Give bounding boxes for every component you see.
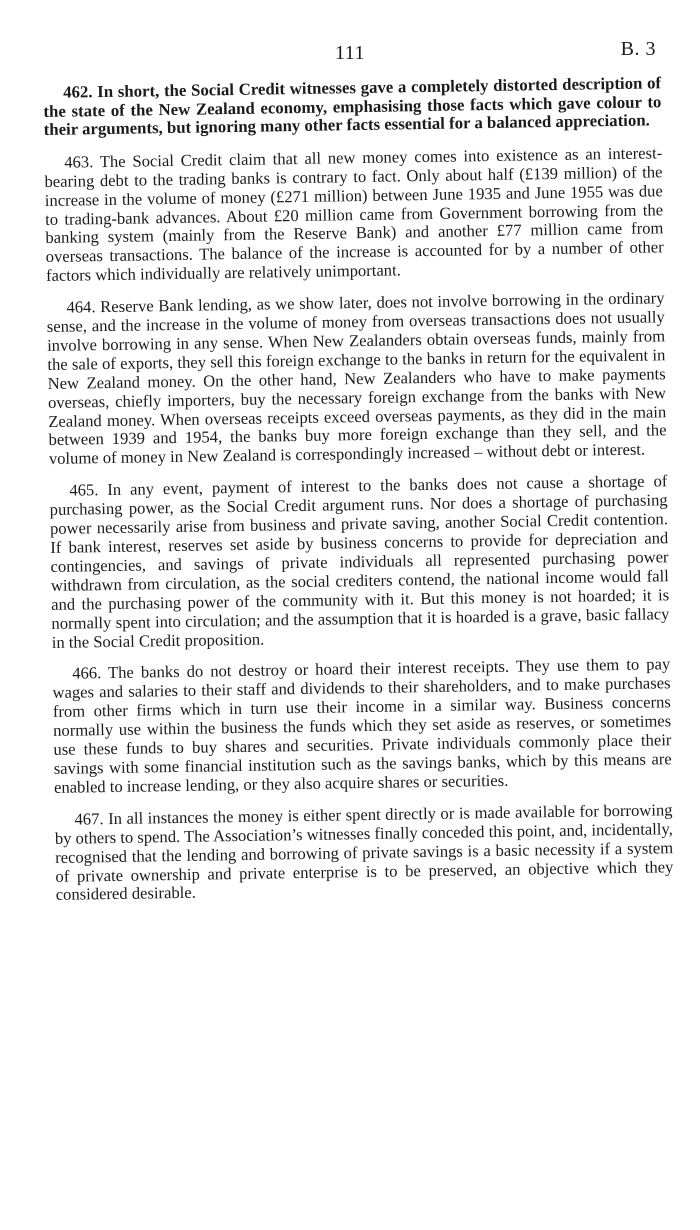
paragraph-462: 462. In short, the Social Credit witnesses gave a completely distorted description of the state of the New Zealand economy, emphasising those facts which gave colour to their arguments, but ignoring many other facts essential for a balanced appreciation.	[43, 73, 662, 140]
document-reference: B. 3	[620, 38, 656, 60]
paragraph-467: 467. In all instances the money is either spent directly or is made available for borrowing by others to spend. The Association’s witnesses finally conceded this point, and, incidentally, recognised that the lending and borrowing of private savings is a basic necessity if a system of private ownership and private enterprise is to be preserved, an objective which they considered desirable.	[54, 799, 674, 905]
paragraph-464: 464. Reserve Bank lending, as we show later, does not involve borrowing in the ordinary sense, and the increase in the volume of money from overseas transactions does not usually involve borrowing in any sense. When New Zealanders obtain overseas funds, mainly from the sale of exports, they sell this foreign exchange to the banks in return for the equivalent in New Zealand money. On the other hand, New Zealanders who have to make payments overseas, chiefly importers, buy the necessary foreign exchange from the banks with New Zealand money. When overseas receipts exceed overseas payments, as they did in the main between 1939 and 1954, the banks buy more foreign exchange than they sell, and the volume of money in New Zealand is correspondingly increased – without debt or interest.	[46, 288, 667, 469]
body-text	[43, 74, 674, 918]
page-number: 111	[334, 42, 365, 64]
paragraph-466: 466. The banks do not destroy or hoard their interest receipts. They use them to pay wages and salaries to their staff and dividends to their shareholders, and to make purchases from other firms which in turn use their income in a similar way. Business concerns normally use within the business the funds which they set aside as reserves, or sometimes use these funds to buy shares and securities. Private individuals commonly place their savings with some financial institution such as the savings banks, which by this means are enabled to increase lending, or they also acquire shares or securities.	[52, 654, 672, 797]
paragraph-465: 465. In any event, payment of interest to the banks does not cause a shortage of purchasing power, as the Social Credit argument runs. Nor does a shortage of purchasing power necessarily arise from business and private saving, another Social Credit contention. If bank interest, reserves set aside by business concerns to provide for depreciation and contingencies, and savings of private individuals all represented purchasing power withdrawn from circulation, as the social crediters contend, the national income would fall and the purchasing power of the community with it. But this money is not hoarded; it is normally spent into circulation; and the assumption that it is hoarded is a grave, basic fallacy in the Social Credit proposition.	[49, 471, 670, 652]
paragraph-463: 463. The Social Credit claim that all new money comes into existence as an interest-bearing debt to the trading banks is contrary to fact. Only about half (£139 million) of the increase in the volume of money (£271 million) between June 1935 and June 1955 was due to trading-bank advances. About £20 million came from Government borrowing from the banking system (mainly from the Reserve Bank) and another £77 million came from overseas transactions. The balance of the increase is accounted for by a number of other factors which individually are relatively unimportant.	[44, 143, 664, 286]
